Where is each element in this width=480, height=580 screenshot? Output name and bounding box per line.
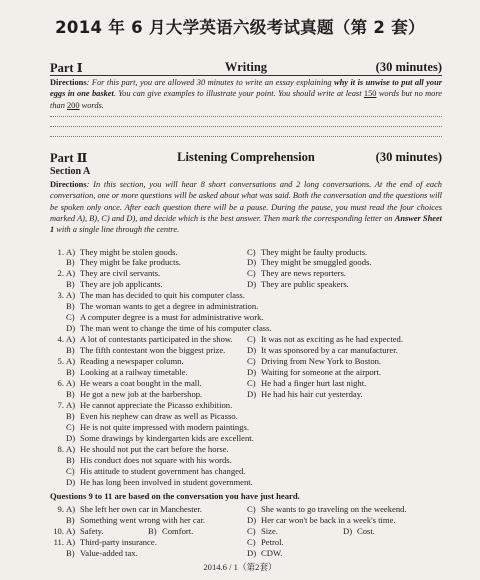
question-11-b: B) Value-added tax. [66,548,138,558]
section-a-heading: Section A [50,166,91,177]
writing-line-1 [50,116,442,117]
question-1-c: C) They might be faulty products. [247,247,368,257]
question-8-a: 8. A) He should not put the cart before the horse. [57,444,229,454]
question-3-a: 3. A) The man has decided to quit his computer class. [57,290,245,300]
question-4-a: 4. A) A lot of contestants participated in the show. [57,334,233,344]
question-2-a: 2. A) They are civil servants. [57,268,161,278]
question-11-d: D) CDW. [247,548,283,558]
question-5-c: C) Driving from New York to Boston. [247,356,382,366]
part2-directions [50,179,442,235]
part2-directions-label: Directions [50,180,87,189]
question-4-c: C) It was not as exciting as he had expected. [247,334,403,344]
question-2-c: C) They are news reporters. [247,268,346,278]
question-9-a: 9. A) She left her own car in Manchester. [57,504,202,514]
question-6-b: B) He got a new job at the barbershop. [66,389,203,399]
question-1-d: D) They might be smuggled goods. [247,257,372,267]
question-6-c: C) He had a finger hurt last night. [247,378,367,388]
part1-directions-label: Directions [50,78,87,87]
writing-line-2 [50,126,442,127]
question-7-a: 7. A) He cannot appreciate the Picasso exhibition. [57,400,233,410]
part1-label: Part Ⅰ [50,61,83,75]
question-8-d: D) He has long been involved in student government. [66,477,253,487]
question-4-d: D) It was sponsored by a car manufacturer. [247,345,398,355]
part2-directions-end: with a single line through the centre. [56,225,180,235]
part2-label: Part Ⅱ [50,151,88,165]
question-3-d: D) The man went to change the time of his computer class. [66,323,272,333]
question-11-c: C) Petrol. [247,537,284,547]
question-10-b: B) Comfort. [148,526,194,536]
part1-name: Writing [224,60,268,74]
question-2-b: B) They are job applicants. [66,279,163,289]
part1-min-words: 150 [363,89,377,99]
question-5-a: 5. A) Reading a newspaper column. [57,356,184,366]
question-7-d: D) Some drawings by kindergarten kids are excellent. [66,433,254,443]
question-3-c: C) A computer degree is a must for administrative work. [66,312,264,322]
question-8-c: C) His attitude to student government has changed. [66,466,246,476]
part1-directions-end: words. [81,100,104,110]
questions-9-11-note: Questions 9 to 11 are based on the conversation you have just heard. [50,491,300,501]
question-9-d: D) Her car won't be back in a week's time. [247,515,396,525]
question-6-d: D) He had his hair cut yesterday. [247,389,363,399]
question-5-d: D) Waiting for someone at the airport. [247,367,382,377]
question-9-c: C) She wants to go traveling on the weekend. [247,504,407,514]
question-10-d: D) Cost. [343,526,375,536]
question-5-b: B) Looking at a railway timetable. [66,367,188,377]
question-10-a: 10. A) Safety. [53,526,104,536]
part1-directions-text: : For this part, you are allowed 30 minutes to write an essay explaining [86,78,332,87]
question-1-b: B) They might be fake products. [66,257,181,267]
question-10-c: C) Size. [247,526,278,536]
part2-name: Listening Comprehension [177,150,315,164]
part1-directions-mid2: words but no more than [50,89,443,110]
part2-directions-answer-sheet: Answer Sheet 1 [50,213,442,235]
part1-max-words: 200 [66,100,80,110]
page-title: 2014 年 6 月大学英语六级考试真题（第 2 套） [55,18,425,37]
question-7-c: C) He is not quite impressed with modern paintings. [66,422,249,432]
part2-directions-text: : In this section, you will hear 8 short conversations and 2 long conversations. At the end of each conversation, one or more questions will be asked about what was said. Both the conversation and the questions will be spoken only once. After each question there will be a pause. During the pause, you must read the four choices marked A), B), C) and D), and decide which is the best answer. Then mark the corresponding letter on [50,180,442,223]
writing-line-3 [50,136,442,137]
question-8-b: B) His conduct does not square with his words. [66,455,232,465]
question-2-d: D) They are public speakers. [247,279,349,289]
part1-time: (30 minutes) [375,60,442,74]
question-4-b: B) The fifth contestant won the biggest prize. [66,345,226,355]
part1-directions-mid: . You can give examples to illustrate your point. You should write at least [113,89,362,99]
part2-time: (30 minutes) [375,150,442,164]
question-1-a: 1. A) They might be stolen goods. [57,247,178,257]
question-7-b: B) Even his nephew can draw as well as Picasso. [66,411,238,421]
question-9-b: B) Something went wrong with her car. [66,515,206,525]
part1-directions-topic: why it is unwise to put all your eggs in one basket [50,78,443,99]
page-footer: 2014.6 / 1（第2套） [203,562,277,572]
question-11-a: 11. A) Third-party insurance. [53,537,157,547]
part1-directions [50,77,442,111]
question-6-a: 6. A) He wears a coat bought in the mall. [57,378,202,388]
question-3-b: B) The woman wants to get a degree in administration. [66,301,259,311]
part1-rule [50,75,442,76]
